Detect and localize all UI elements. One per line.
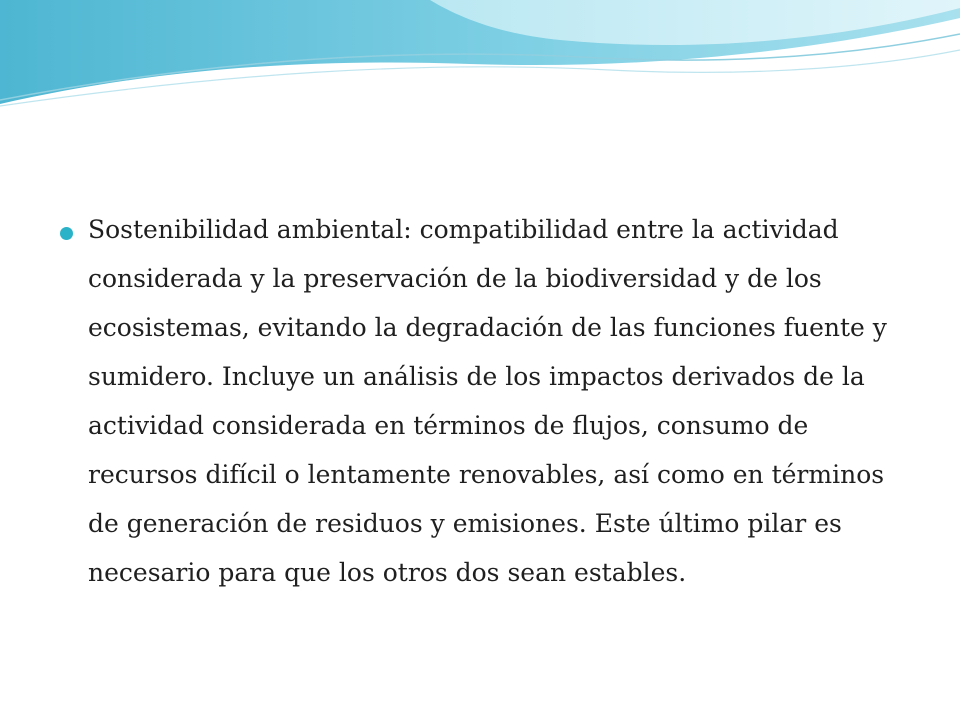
bullet-item — [60, 205, 920, 597]
header-wave-decoration — [0, 0, 960, 110]
slide-content — [60, 205, 920, 597]
bullet-dot-icon — [60, 227, 73, 240]
bullet-text: Sostenibilidad ambiental: compatibilidad entre la actividad considerada y la preservación de la biodiversidad y de los ecosistemas, evitando la degradación de las funciones fuente y sumidero. Incluye un análisis de los impactos derivados de la actividad considerada en términos de flujos, consumo de recursos difícil o lentamente renovables, así como en términos de generación de residuos y emisiones. Este último pilar es necesario para que los otros dos sean estables. — [88, 215, 887, 587]
